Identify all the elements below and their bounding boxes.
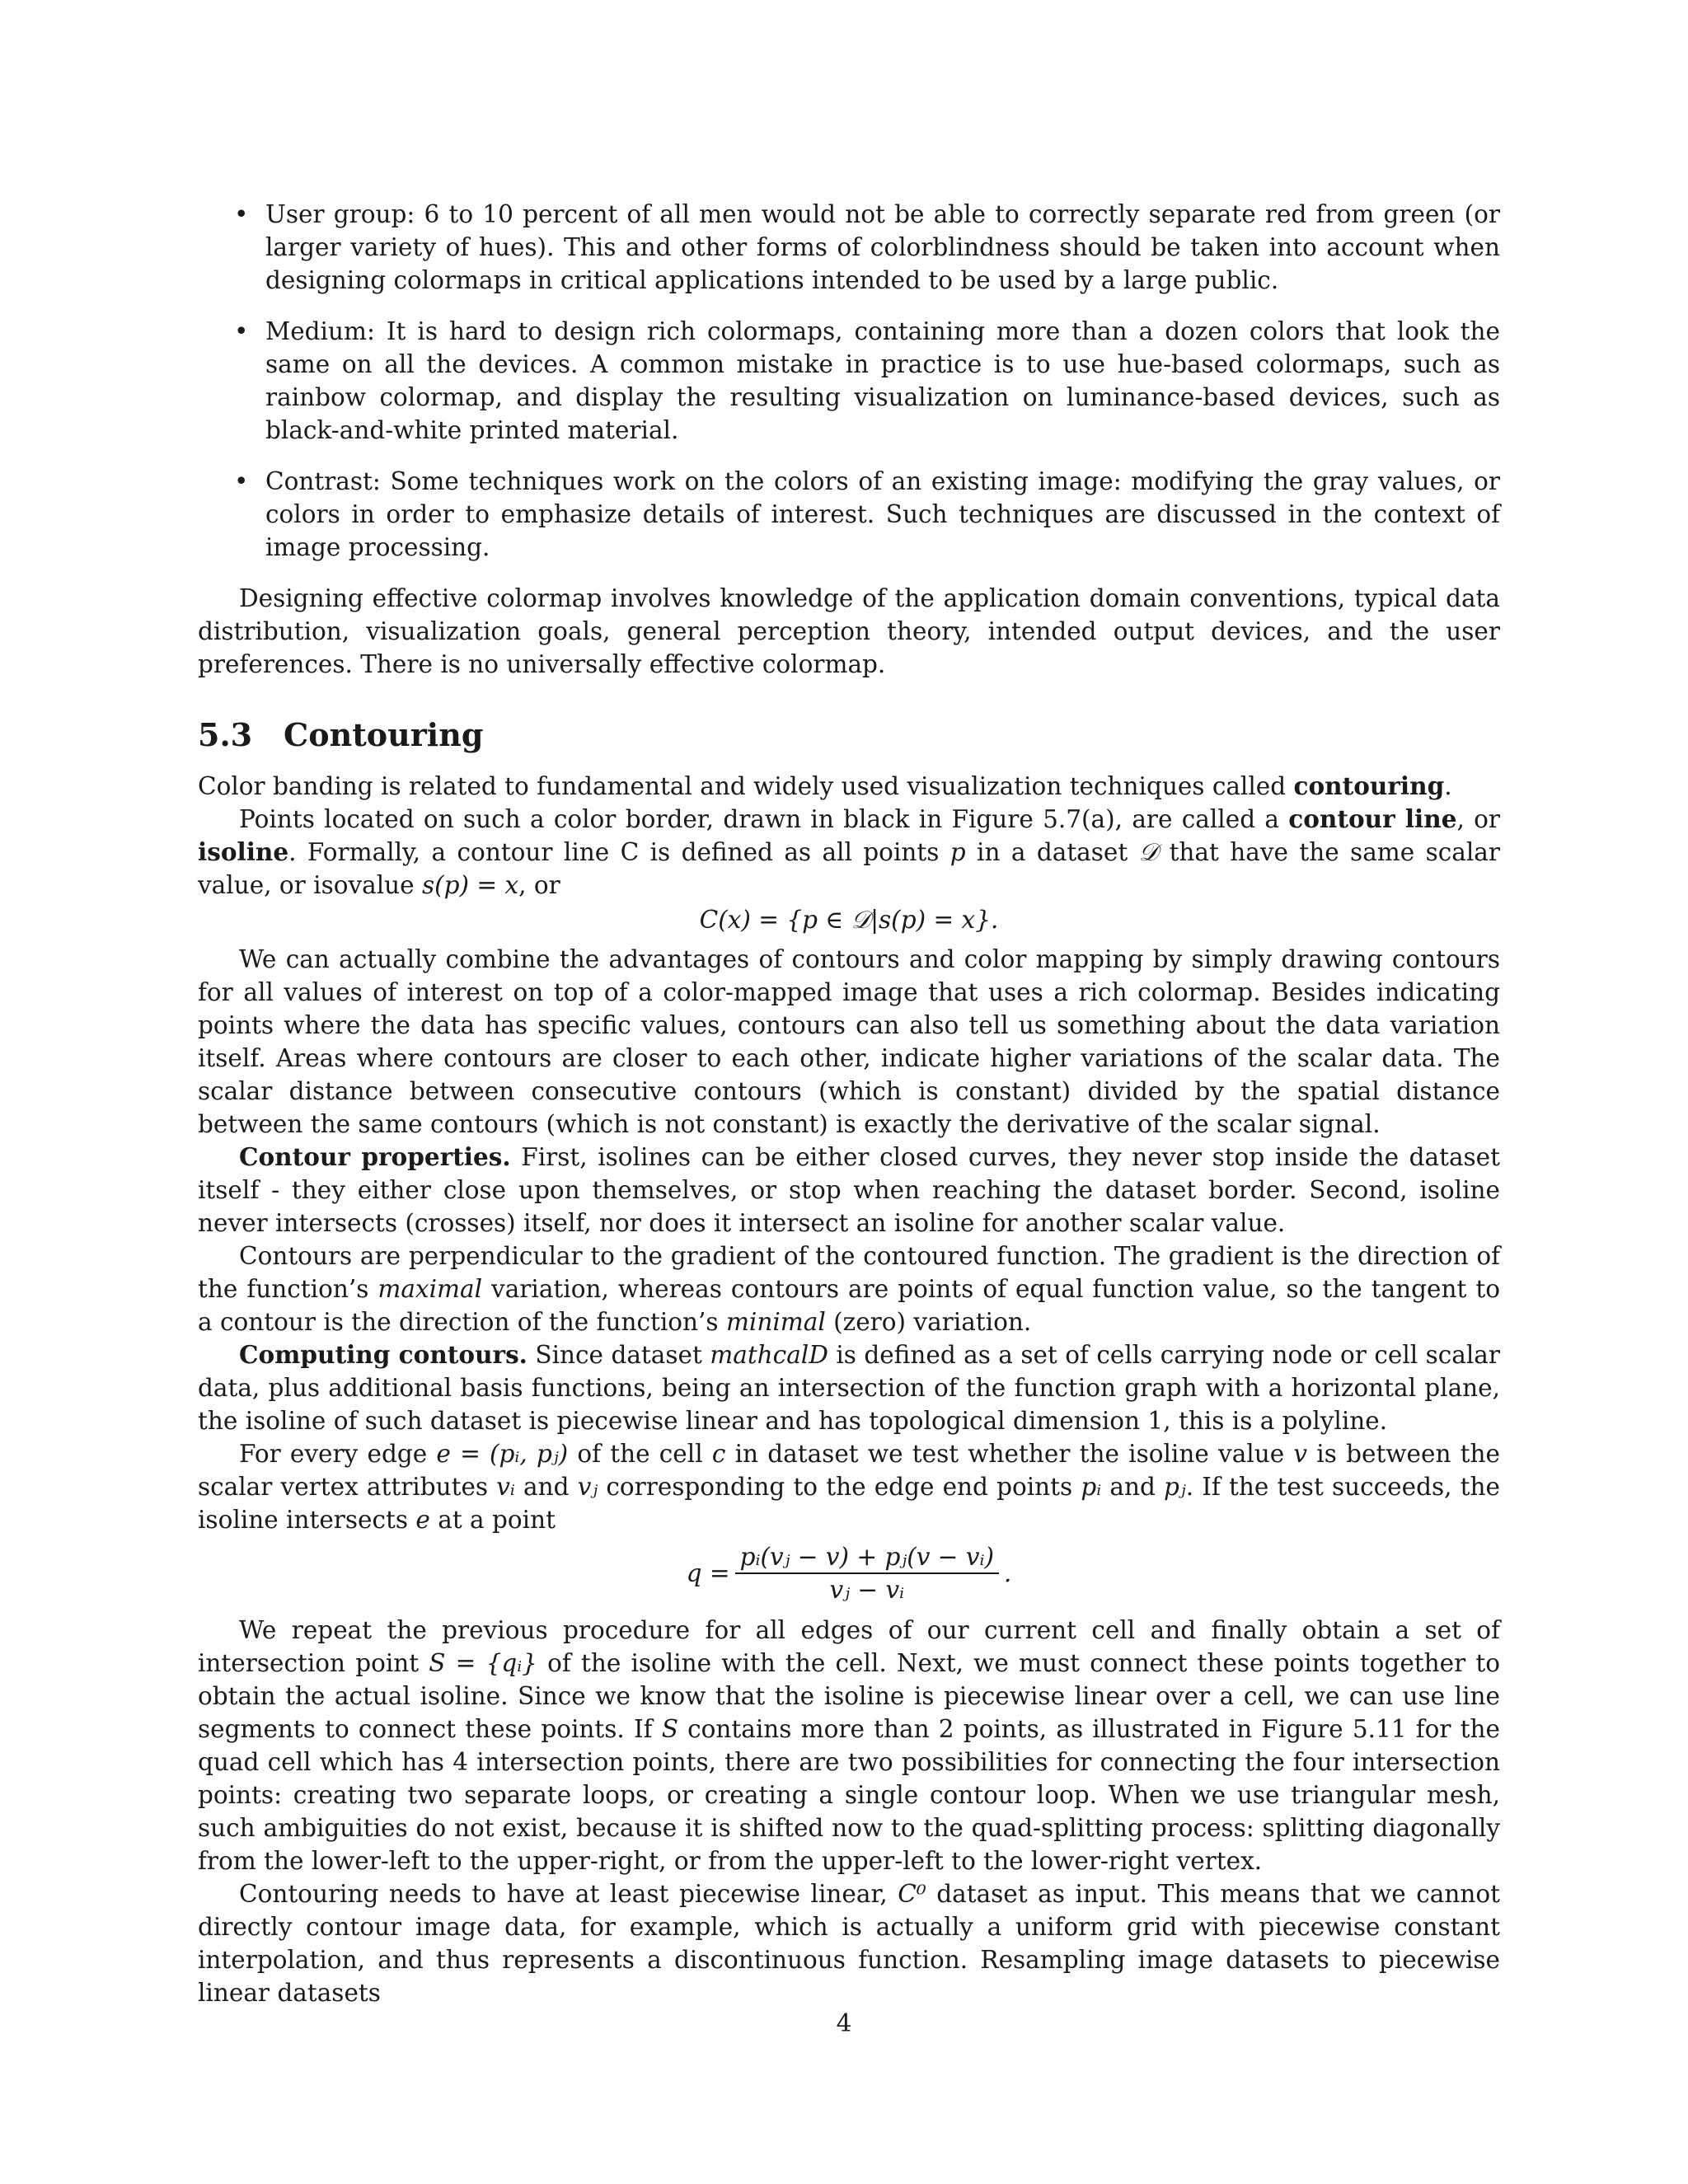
paragraph-designing: Designing effective colormap involves knowledge of the application domain conventions, typical data distribution, visualization goals, general perception theory, intended output devices, and the user preferences. There is no universally effective colormap.	[198, 584, 1500, 678]
section-number: 5.3	[198, 716, 253, 753]
heading-computing-contours: Computing contours.	[239, 1340, 528, 1369]
paragraph-repeat: We repeat the previous procedure for all edges of our current cell and finally obtain a set of intersection point S = {qᵢ} of the isoline with the cell. Next, we must connect these points together to obtain the actual isoline. Since we know that the isoline is piecewise linear over a cell, we can use line segments to connect these points. If S contains more than 2 points, as illustrated in Figure 5.11 for the quad cell which has 4 intersection points, there are two possibilities for connecting the four intersection points: creating two separate loops, or creating a single contour loop. When we use triangular mesh, such ambiguities do not exist, because it is shifted now to the quad-splitting process: splitting diagonally from the lower-left to the upper-right, or from the upper-left to the lower-right vertex.	[198, 1616, 1500, 1875]
paragraph-piecewise: Contouring needs to have at least piecewise linear, C⁰ dataset as input. This means that we cannot directly contour image data, for example, which is actually a uniform grid with piecewise constant interpolation, and thus represents a discontinuous function. Resampling image datasets to piecewise linear datasets	[198, 1880, 1500, 2007]
fraction-denominator: vⱼ − vᵢ	[829, 1576, 905, 1604]
term-isoline: isoline	[198, 837, 289, 866]
term-contour-line: contour line	[1288, 804, 1457, 833]
bullet-user-group: • User group: 6 to 10 percent of all men would not be able to correctly separate red from green (or larger variety of hues). This and other forms of colorblindness should be taken into account when designing colormaps in critical applications intended to be used by a large public.	[198, 198, 1500, 297]
fraction-numerator: pᵢ(vⱼ − v) + pⱼ(v − vᵢ)	[735, 1541, 999, 1574]
paragraph-edge-test: For every edge e = (pᵢ, pⱼ) of the cell c in dataset we test whether the isoline value v is between the scalar vertex attributes vᵢ and vⱼ corresponding to the edge end points pᵢ and pⱼ. If the test succeeds, the isoline intersects e at a point	[198, 1440, 1500, 1534]
fraction	[735, 1541, 999, 1605]
paragraph-contour-line: Points located on such a color border, drawn in black in Figure 5.7(a), are called a contour line, or isoline. Formally, a contour line C is defined as all points p in a dataset 𝒟 that have the same scalar value, or isovalue s(p) = x, or	[198, 804, 1501, 899]
heading-contour-properties: Contour properties.	[239, 1142, 511, 1171]
paragraph-contour-properties: Contour properties. First, isolines can be either closed curves, they never stop inside the dataset itself - they either close upon themselves, or stop when reaching the dataset border. Second, isoline never intersects (crosses) itself, nor does it intersect an isoline for another scalar value.	[198, 1142, 1500, 1237]
bullet-contrast: • Contrast: Some techniques work on the colors of an existing image: modifying the gray values, or colors in order to emphasize details of interest. Such techniques are discussed in the context of image processing.	[198, 465, 1500, 564]
document-page	[198, 198, 1500, 2009]
term-contouring: contouring	[1293, 771, 1445, 800]
section-heading	[198, 715, 1500, 755]
paragraph-intro: Color banding is related to fundamental and widely used visualization techniques called contouring.	[198, 771, 1452, 800]
equation-contour-definition: C(x) = {p ∈ 𝒟|s(p) = x}.	[699, 906, 999, 934]
section-title: Contouring	[284, 716, 484, 753]
page-number: 4	[836, 2009, 852, 2037]
paragraph-combine: We can actually combine the advantages of contours and color mapping by simply drawing contours for all values of interest on top of a color-mapped image that uses a rich colormap. Besides indicating points where the data has specific values, contours can also tell us something about the data variation itself. Areas where contours are closer to each other, indicate higher variations of the scalar data. The scalar distance between consecutive contours (which is constant) divided by the spatial distance between the same contours (which is not constant) is exactly the derivative of the scalar signal.	[198, 945, 1500, 1138]
equation-intersection-point: q = $\frac{\text{pᵢ(vⱼ − v) + pⱼ(v − vᵢ)}}{\text{vⱼ − vᵢ}}$ .	[686, 1543, 1012, 1604]
paragraph-gradient: Contours are perpendicular to the gradient of the contoured function. The gradient is the direction of the function’s maximal variation, whereas contours are points of equal function value, so the tangent to a contour is the direction of the function’s minimal (zero) variation.	[198, 1242, 1501, 1336]
bullet-list	[198, 198, 1500, 564]
paragraph-computing-contours: Computing contours. Since dataset mathcalD is defined as a set of cells carrying node or cell scalar data, plus additional basis functions, being an intersection of the function graph with a horizontal plane, the isoline of such dataset is piecewise linear and has topological dimension 1, this is a polyline.	[198, 1340, 1500, 1435]
bullet-medium: • Medium: It is hard to design rich colormaps, containing more than a dozen colors that look the same on all the devices. A common mistake in practice is to use hue-based colormaps, such as rainbow colormap, and display the resulting visualization on luminance-based devices, such as black-and-white printed material.	[198, 315, 1500, 447]
equation-lhs: q =	[686, 1559, 730, 1587]
